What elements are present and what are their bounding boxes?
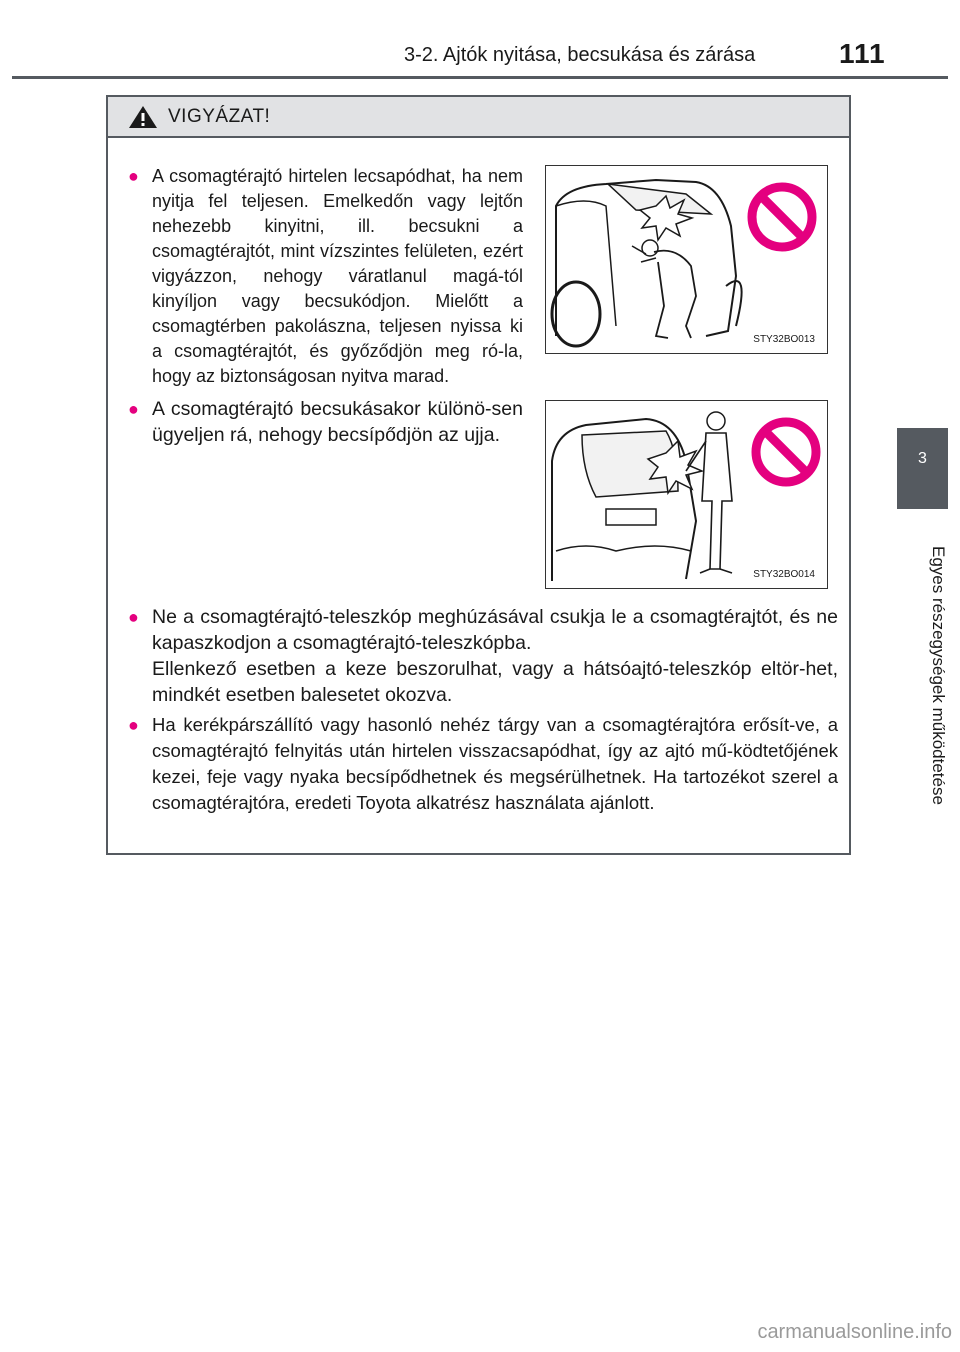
figure-code: STY32BO014 [753, 569, 815, 580]
trunk-lifting-illustration [546, 166, 827, 353]
caution-box [106, 95, 851, 855]
caution-item-text: Ne a csomagtérajtó-teleszkóp meghúzásával csukja le a csomagtérajtót, és ne kapaszkodjon a csomagtérajtó-teleszkópba. [152, 606, 838, 654]
figure-trunk-lifting [545, 165, 828, 354]
figure-finger-pinch [545, 400, 828, 589]
bullet-icon: ● [128, 715, 139, 735]
bullet-icon: ● [128, 399, 139, 419]
page-number: 111 [839, 38, 886, 69]
caution-item [128, 604, 838, 708]
caution-item-text-continued: Ellenkező esetben a keze beszorulhat, vagy a hátsóajtó-teleszkóp eltör-het, mindkét esetben balesetet okozva. [152, 658, 838, 706]
section-tab [897, 428, 948, 509]
caution-item [128, 164, 523, 389]
caution-item [128, 396, 523, 448]
caution-header [108, 97, 849, 138]
caution-item-text: A csomagtérajtó hirtelen lecsapódhat, ha nem nyitja fel teljesen. Emelkedőn vagy lejtőn nehezebb kinyitni, ill. becsukni a csomagtérajtót, mint vízszintes felületen, ezért vigyázzon, nehogy váratlanul magá-tól kinyíljon vagy becsukódjon. Mielőtt a csomagtérben pakolászna, teljesen nyissa ki a csomagtérajtót, és győződjön meg ró-la, hogy az biztonságosan nyitva marad. [152, 166, 523, 386]
section-tab-number: 3 [918, 450, 927, 467]
figure-code: STY32BO013 [753, 334, 815, 345]
bullet-icon: ● [128, 607, 139, 627]
bullet-icon: ● [128, 166, 139, 186]
caution-item-text: Ha kerékpárszállító vagy hasonló nehéz tárgy van a csomagtérajtóra erősít-ve, a csomagtérajtó felnyitás után hirtelen visszacsapódhat, így az ajtó mű-ködtetőjének kezei, feje vagy nyaka becsípődhetnek és megsérülhetnek. Ha tartozékot szerel a csomagtérajtóra, eredeti Toyota alkatrész használata ajánlott. [152, 714, 838, 813]
caution-item [128, 712, 838, 816]
finger-pinch-illustration [546, 401, 827, 588]
caution-item-text: A csomagtérajtó becsukásakor különö-sen ügyeljen rá, nehogy becsípődjön az ujja. [152, 398, 523, 446]
watermark: carmanualsonline.info [757, 1321, 952, 1343]
header-rule [12, 76, 948, 79]
warning-icon [128, 105, 158, 129]
caution-title: VIGYÁZAT! [168, 106, 271, 127]
section-side-label: Egyes részegységek működtetése [929, 545, 948, 805]
page-header-title: 3-2. Ajtók nyitása, becsukása és zárása [404, 44, 756, 66]
